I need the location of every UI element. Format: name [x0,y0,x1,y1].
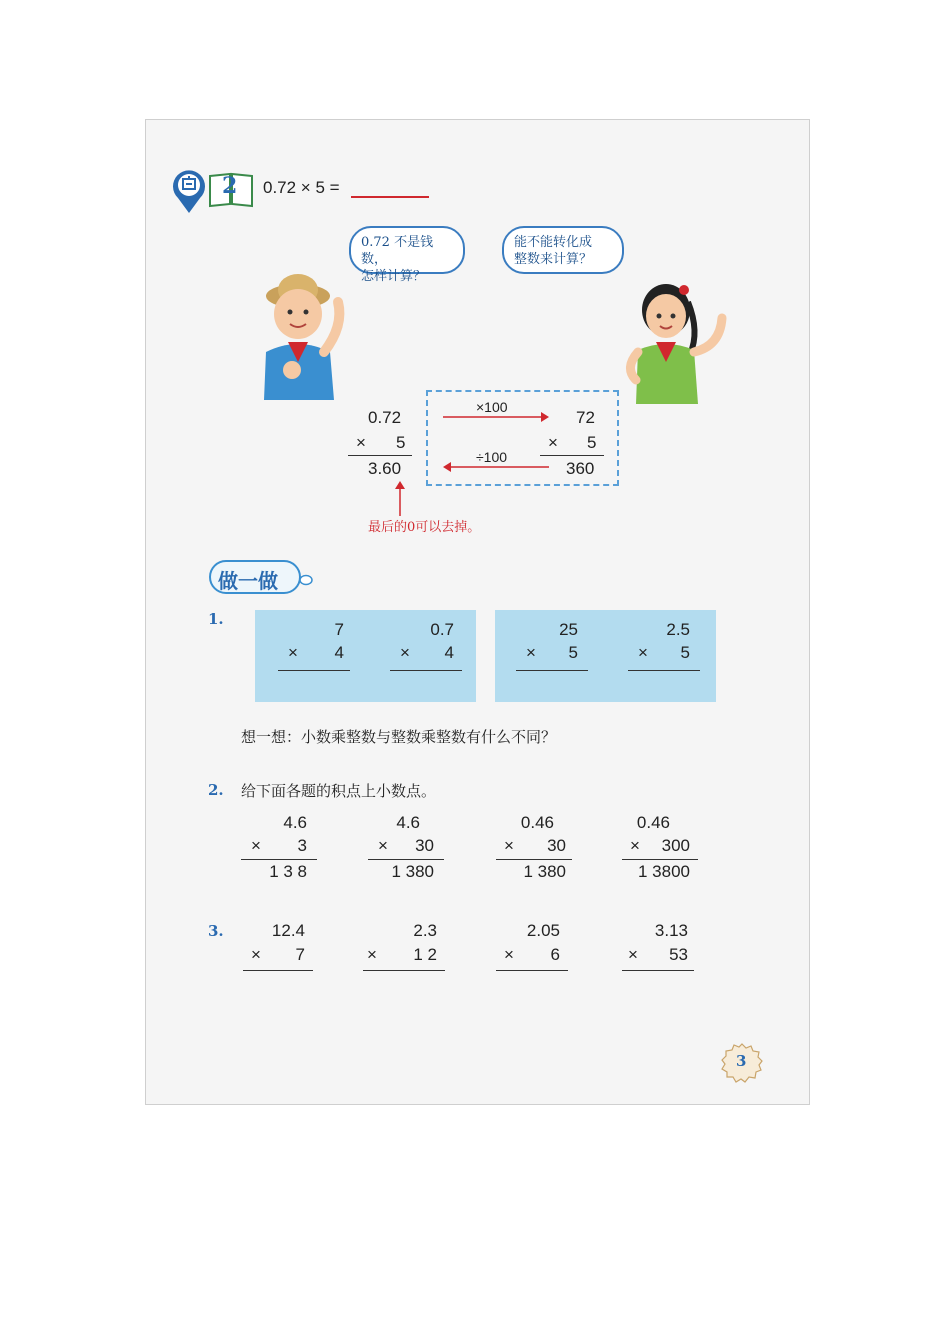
q2-p4-mult: 300 [661,836,690,855]
q3-p4-mult: 53 [669,945,688,964]
q3-p2-rule [363,970,445,971]
q1-problem-2[interactable] [390,618,462,674]
q2-p1-op: × [251,836,261,855]
q2-p2-top: 4.6 [396,813,420,832]
backward-arrow-label: ÷100 [476,449,508,465]
calc-left-mult: 5 [396,433,406,452]
calc-left-result: 3.60 [368,459,402,478]
q1-p4-mult: 5 [680,643,690,662]
section-title-tail-icon [298,571,314,583]
q3-p4-op: × [628,945,638,964]
q2-p3-result: 1 380 [523,862,566,881]
calc-right-mult: 5 [587,433,597,452]
boy-speech-bubble [349,226,465,284]
q3-problem-3[interactable] [496,921,568,975]
q1-p3-mult: 5 [568,643,578,662]
calc-right-op: × [548,433,558,452]
example-number: 2 [222,173,238,199]
q3-p3-op: × [504,945,514,964]
q1-p1-mult: 4 [334,643,344,662]
q1-p4-top: 2.5 [666,620,690,639]
q2-p3-op: × [504,836,514,855]
girl-illustration [624,272,734,407]
girl-speech-bubble [502,226,624,274]
q2-p2-op: × [378,836,388,855]
q1-problem-1[interactable] [278,618,350,674]
q2-problem-3[interactable] [496,813,572,883]
q3-p3-top: 2.05 [526,921,560,940]
q1-think-text: 想一想：小数乘整数与整数乘整数有什么不同？ [241,728,557,746]
girl-speech-line-1: 能不能转化成 [514,235,593,250]
q1-p3-top: 25 [559,620,578,639]
section-title: 做一做 [218,569,278,593]
girl-speech-line-2: 整数来计算？ [514,252,593,267]
boy-speech-line-2: 怎样计算？ [361,269,427,284]
calc-right-rule [540,455,604,456]
q3-p2-top: 2.3 [413,921,437,940]
q1-p1-rule [278,670,350,671]
q1-p1-op: × [288,643,298,662]
q1-p3-rule [516,670,588,671]
q2-label: 2. [208,781,224,799]
example-equation: 0.72 × 5 = [263,178,340,197]
note-arrow [394,480,406,516]
q3-label: 3. [208,922,224,940]
q1-p2-rule [390,670,462,671]
q2-p3-top: 0.46 [520,813,554,832]
textbook-page [145,119,810,1105]
q1-problem-4[interactable] [628,618,700,674]
q2-p1-top: 4.6 [283,813,307,832]
q2-p2-mult: 30 [415,836,434,855]
note-text: 最后的0可以去掉。 [368,520,481,535]
q3-p1-top: 12.4 [271,921,305,940]
q2-p4-result: 1 3800 [638,862,690,881]
q1-p3-op: × [526,643,536,662]
q2-p3-rule [496,859,572,860]
q3-problem-1[interactable] [243,921,313,975]
calc-left-top: 0.72 [368,408,402,427]
q3-p2-mult: 1 2 [413,945,437,964]
q1-p2-op: × [400,643,410,662]
boy-illustration [254,266,354,411]
q1-p2-top: 0.7 [430,620,454,639]
q2-p2-rule [368,859,444,860]
q2-p4-op: × [630,836,640,855]
example-marker-icon [172,168,206,214]
q3-p3-mult: 6 [550,945,560,964]
q3-p2-op: × [367,945,377,964]
q3-p4-top: 3.13 [654,921,688,940]
forward-arrow-label: ×100 [476,399,508,415]
calc-left-rule [348,455,412,456]
q2-p1-rule [241,859,317,860]
q2-p3-mult: 30 [547,836,566,855]
q1-problem-3[interactable] [516,618,588,674]
calc-left-op: × [356,433,366,452]
q2-p2-result: 1 380 [391,862,434,881]
q2-problem-2[interactable] [368,813,444,883]
page-number: 3 [736,1052,747,1070]
q3-p1-mult: 7 [295,945,305,964]
q2-p4-top: 0.46 [636,813,670,832]
calc-right-top: 72 [576,408,595,427]
q2-instruction: 给下面各题的积点上小数点。 [241,782,437,800]
calc-right-result: 360 [566,459,595,478]
q1-p2-mult: 4 [444,643,454,662]
q1-p1-top: 7 [334,620,344,639]
q2-p1-result: 1 3 8 [269,862,307,881]
q1-label: 1. [208,610,224,628]
boy-speech-line-1: 0.72 不是钱数， [361,235,434,267]
q3-p1-op: × [251,945,261,964]
q3-problem-4[interactable] [622,921,694,975]
q2-problem-1[interactable] [241,813,317,883]
q1-p4-op: × [638,643,648,662]
q1-p4-rule [628,670,700,671]
answer-blank[interactable] [351,196,429,198]
q2-p4-rule [622,859,698,860]
q3-p4-rule [622,970,694,971]
q3-p1-rule [243,970,313,971]
q2-p1-mult: 3 [297,836,307,855]
q3-p3-rule [496,970,568,971]
q3-problem-2[interactable] [363,921,445,975]
q2-problem-4[interactable] [622,813,698,883]
